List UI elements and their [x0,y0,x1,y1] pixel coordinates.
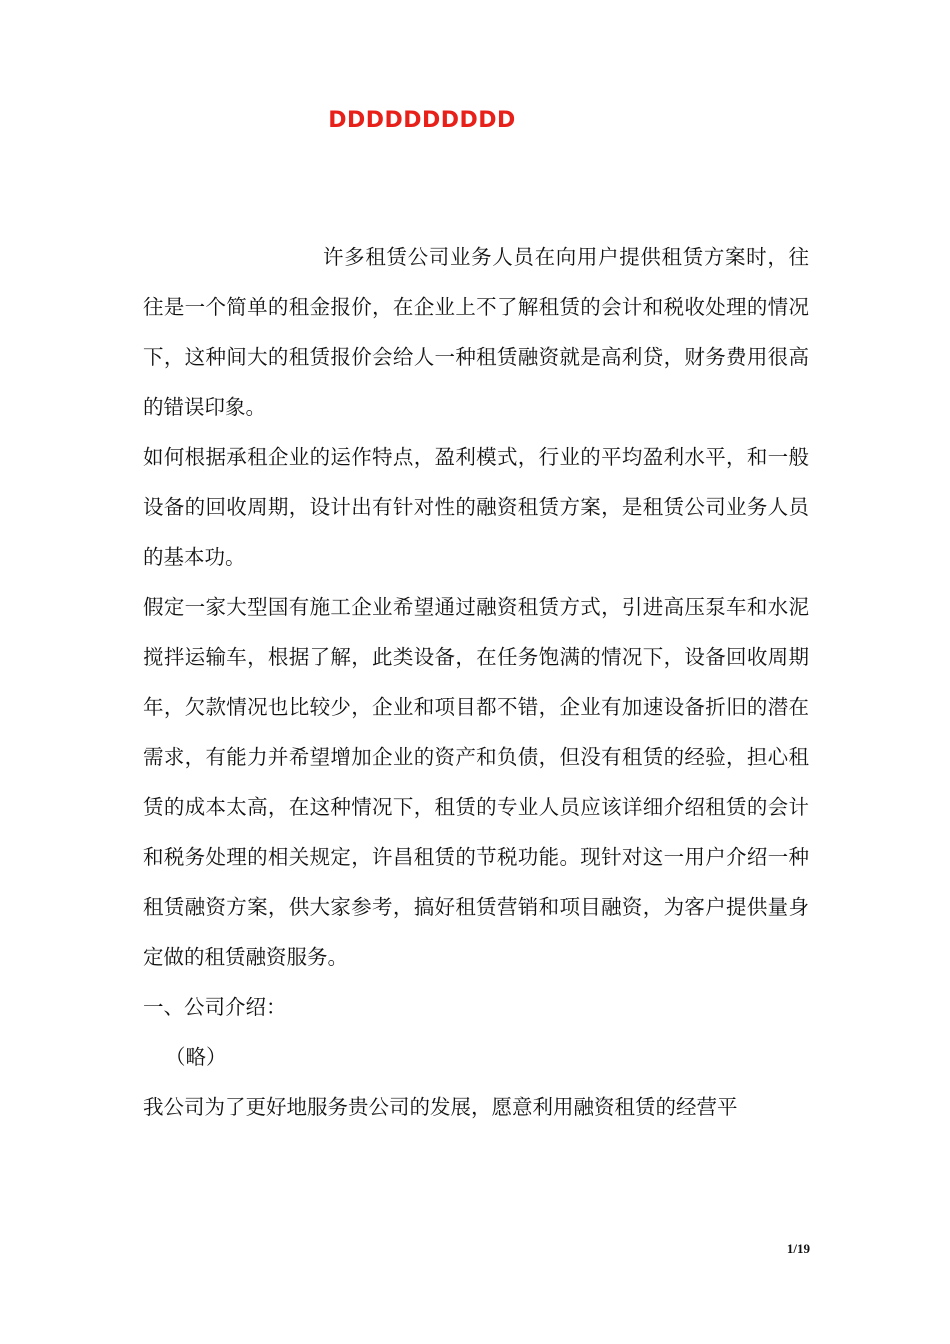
page-number: 1/19 [786,1241,810,1256]
document-body [143,232,809,1132]
paragraph-omitted-note: （略） [165,1045,227,1069]
paragraph-design: 如何根据承租企业的运作特点，盈利模式，行业的平均盈利水平，和一般设备的回收周期，设计出有针对性的融资租赁方案，是租赁公司业务人员的基本功。 [143,445,809,569]
paragraph-intro: 许多租赁公司业务人员在向用户提供租赁方案时，往往是一个简单的租金报价，在企业上不了解租赁的会计和税收处理的情况下，这种间大的租赁报价会给人一种租赁融资就是高利贷，财务费用很高的错误印象。 [143,245,809,419]
document-title: DDDDDDDDDD [328,108,516,133]
paragraph-service: 我公司为了更好地服务贵公司的发展，愿意利用融资租赁的经营平 [143,1095,738,1119]
paragraph-case: 假定一家大型国有施工企业希望通过融资租赁方式，引进高压泵车和水泥搅拌运输车，根据了解，此类设备，在任务饱满的情况下，设备回收周期年，欠款情况也比较少，企业和项目都不错，企业有加速设备折旧的潜在需求，有能力并希望增加企业的资产和负债，但没有租赁的经验，担心租赁的成本太高，在这种情况下，租赁的专业人员应该详细介绍租赁的会计和税务处理的相关规定，许昌租赁的节税功能。现针对这一用户介绍一种租赁融资方案，供大家参考，搞好租赁营销和项目融资，为客户提供量身定做的租赁融资服务。 [143,595,809,969]
section-heading-company-intro: 一、公司介绍： [143,995,287,1019]
